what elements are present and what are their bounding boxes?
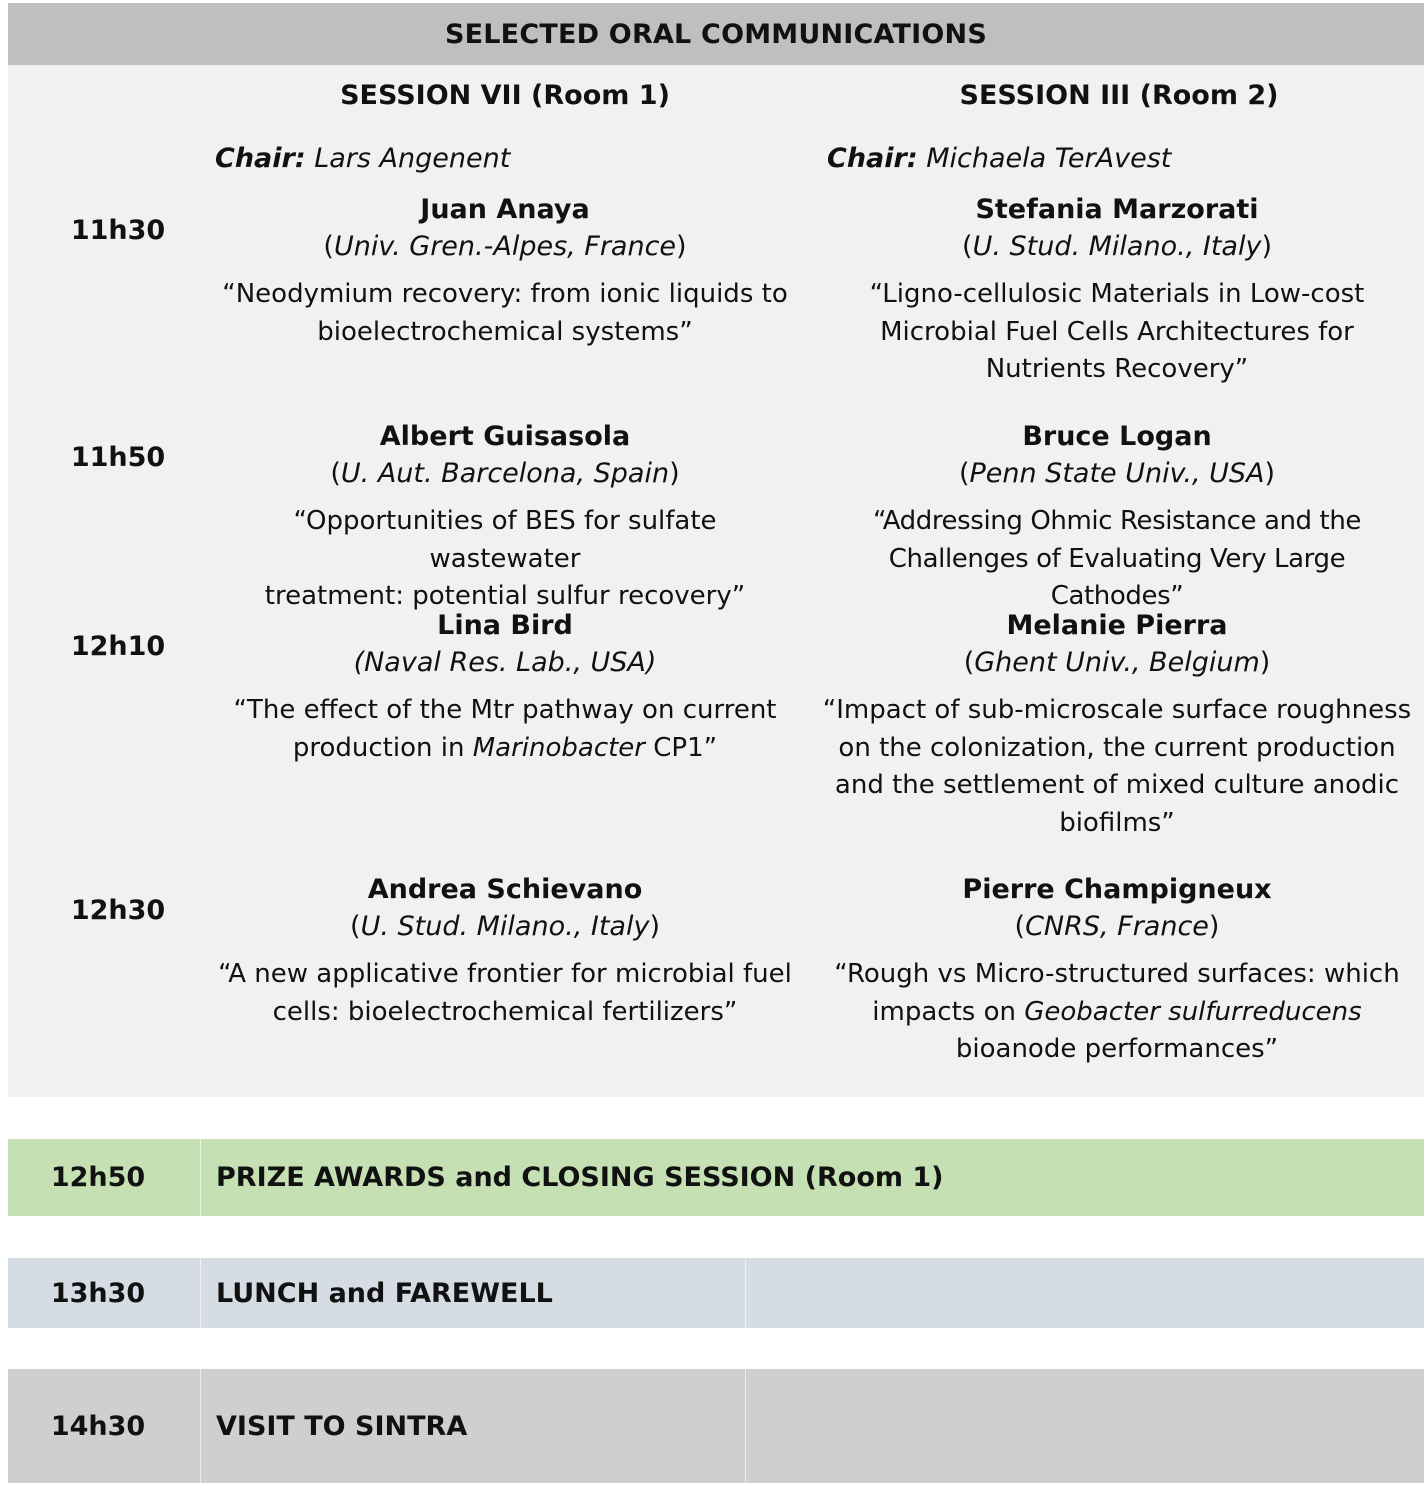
talk-card: [215, 610, 795, 767]
speaker-affiliation: (Univ. Gren.-Alpes, France): [323, 231, 687, 262]
species-name: Geobacter sulfurreducens: [1024, 996, 1362, 1027]
event-time: 12h50: [50, 1162, 146, 1193]
chair-name: Michaela TerAvest: [926, 143, 1172, 174]
affiliation-text: CNRS, France: [1025, 911, 1209, 942]
event-label: PRIZE AWARDS and CLOSING SESSION (Room 1): [216, 1162, 944, 1193]
affiliation-text: Ghent Univ., Belgium: [974, 647, 1260, 678]
talk-title-line: “Neodymium recovery: from ionic liquids to: [222, 279, 788, 309]
chair-room-1: [215, 143, 510, 174]
talk-title-line: cells: bioelectrochemical fertilizers”: [272, 996, 738, 1027]
speaker-affiliation: (U. Stud. Milano., Italy): [962, 231, 1272, 262]
speaker-name: Pierre Champigneux: [962, 874, 1272, 905]
event-label: VISIT TO SINTRA: [216, 1410, 468, 1442]
talk-title-line: on the colonization, the current production: [838, 732, 1396, 763]
affiliation-text: U. Stud. Milano., Italy: [360, 911, 650, 942]
speaker-name: Albert Guisasola: [379, 421, 631, 452]
talk-title: [215, 692, 795, 767]
speaker-affiliation: (U. Stud. Milano., Italy): [350, 911, 660, 942]
talk-title-line: treatment: potential sulfur recovery”: [264, 581, 746, 611]
slot-time: 11h30: [70, 215, 166, 246]
affiliation-text: U. Stud. Milano., Italy: [972, 231, 1262, 262]
talk-title-line: Challenges of Evaluating Very Large Cathodes”: [888, 543, 1346, 611]
event-label: LUNCH and FAREWELL: [216, 1277, 553, 1309]
talk-title-line: “Ligno-cellulosic Materials in Low-cost: [869, 279, 1365, 309]
slot-time: 11h50: [70, 442, 166, 473]
speaker-name: Lina Bird: [437, 610, 573, 641]
speaker-affiliation: (Naval Res. Lab., USA): [353, 647, 657, 678]
event-row-lunch: [8, 1258, 1424, 1328]
affiliation-text: Penn State Univ., USA: [969, 458, 1265, 489]
talk-title-line: “Rough vs Micro-structured surfaces: which: [834, 959, 1400, 989]
chair-room-2: [827, 143, 1171, 174]
talk-title-line: “Addressing Ohmic Resistance and the: [872, 506, 1361, 536]
talk-title-line: and the settlement of mixed culture anodic: [834, 770, 1400, 800]
talk-card: [822, 194, 1412, 389]
title-text: production in: [292, 732, 473, 763]
speaker-name: Stefania Marzorati: [975, 194, 1259, 225]
affiliation-text: U. Aut. Barcelona, Spain: [340, 458, 670, 489]
column-divider: [200, 1139, 201, 1216]
talk-title-line: “Opportunities of BES for sulfate wastewater: [293, 506, 717, 574]
title-text: impacts on: [872, 996, 1025, 1027]
talk-title-line: Microbial Fuel Cells Architectures for: [880, 316, 1354, 347]
session-title-room-2: SESSION III (Room 2): [959, 80, 1279, 111]
speaker-affiliation: (U. Aut. Barcelona, Spain): [330, 458, 680, 489]
speaker-affiliation: (Ghent Univ., Belgium): [963, 647, 1271, 678]
speaker-name: Juan Anaya: [420, 194, 590, 225]
speaker-name: Melanie Pierra: [1006, 610, 1228, 641]
talk-title: [822, 503, 1412, 616]
title-text: CP1”: [645, 732, 718, 763]
affiliation-text: Univ. Gren.-Alpes, France: [333, 231, 677, 262]
talk-title: [822, 692, 1412, 842]
speaker-affiliation: (CNRS, France): [1014, 911, 1220, 942]
talk-title: [215, 276, 795, 351]
slot-time: 12h30: [70, 895, 166, 926]
species-name: Marinobacter: [472, 732, 645, 763]
talk-title-line: “Impact of sub-microscale surface roughness: [822, 695, 1412, 725]
talk-card: [215, 421, 795, 616]
column-divider: [200, 1369, 201, 1483]
section-title: SELECTED ORAL COMMUNICATIONS: [444, 18, 987, 50]
talk-title-line: [215, 730, 795, 768]
talk-title: [822, 276, 1412, 389]
talk-title-line: [822, 994, 1412, 1032]
speaker-name: Bruce Logan: [1022, 421, 1212, 452]
chair-label: Chair:: [827, 143, 918, 174]
chair-name: Lars Angenent: [314, 143, 511, 174]
event-row-visit: [8, 1369, 1424, 1483]
talk-card: [822, 610, 1412, 842]
talk-title: [215, 503, 795, 616]
session-title-room-1: SESSION VII (Room 1): [340, 80, 670, 111]
column-divider: [745, 1258, 746, 1328]
talk-card: [822, 874, 1412, 1069]
chair-label: Chair:: [215, 143, 306, 174]
event-time: 13h30: [50, 1277, 146, 1309]
talk-title-line: Nutrients Recovery”: [985, 354, 1249, 384]
section-header: [8, 3, 1424, 65]
event-time: 14h30: [50, 1410, 146, 1442]
talk-title-line: biofilms”: [1059, 807, 1175, 838]
talk-card: [215, 194, 795, 351]
talk-title: [822, 956, 1412, 1069]
slot-time: 12h10: [70, 631, 166, 662]
talk-title: [215, 956, 795, 1031]
column-divider: [745, 1369, 746, 1483]
event-row-prize-awards: [8, 1139, 1424, 1216]
talk-title-line: “The effect of the Mtr pathway on current: [233, 695, 777, 725]
talk-title-line: “A new applicative frontier for microbial fuel: [218, 959, 792, 989]
talk-card: [215, 874, 795, 1031]
speaker-affiliation: (Penn State Univ., USA): [958, 458, 1276, 489]
column-divider: [200, 1258, 201, 1328]
speaker-name: Andrea Schievano: [367, 874, 643, 905]
talk-title-line: bioanode performances”: [955, 1034, 1279, 1064]
talk-title-line: bioelectrochemical systems”: [317, 316, 693, 347]
talk-card: [822, 421, 1412, 616]
